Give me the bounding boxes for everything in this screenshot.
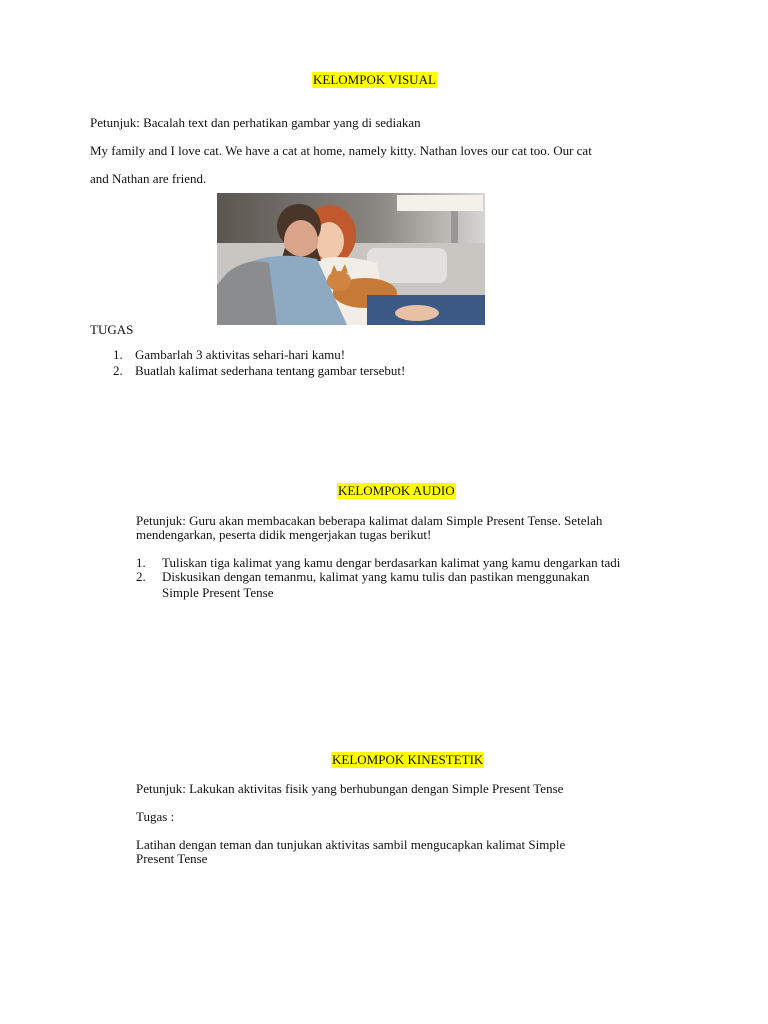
kinestetik-task-line-1: Latihan dengan teman dan tunjukan aktivitas sambil mengucapkan kalimat Simple xyxy=(136,837,566,852)
family-cat-illustration xyxy=(217,193,485,325)
list-item: 2. Buatlah kalimat sederhana tentang gambar tersebut! xyxy=(113,363,406,378)
visual-story-line-1: My family and I love cat. We have a cat at home, namely kitty. Nathan loves our cat too. Our cat xyxy=(90,143,592,158)
list-item: 2. Diskusikan dengan temanmu, kalimat yang kamu tulis dan pastikan menggunakan Simple Present Tense xyxy=(136,569,590,600)
audio-instruction-line-1: Petunjuk: Guru akan membacakan beberapa kalimat dalam Simple Present Tense. Setelah xyxy=(136,513,603,528)
audio-instruction-line-2: mendengarkan, peserta didik mengerjakan tugas berikut! xyxy=(136,527,432,542)
audio-heading: KELOMPOK AUDIO xyxy=(338,483,455,498)
kinestetik-instruction: Petunjuk: Lakukan aktivitas fisik yang berhubungan dengan Simple Present Tense xyxy=(136,781,564,796)
visual-instruction: Petunjuk: Bacalah text dan perhatikan gambar yang di sediakan xyxy=(90,115,421,130)
visual-story-line-2: and Nathan are friend. xyxy=(90,171,207,186)
list-item: 1. Gambarlah 3 aktivitas sehari-hari kamu! xyxy=(113,347,346,362)
family-cat-photo xyxy=(217,193,485,325)
list-item: 1. Tuliskan tiga kalimat yang kamu dengar berdasarkan kalimat yang kamu dengarkan tadi xyxy=(136,555,621,570)
visual-heading: KELOMPOK VISUAL xyxy=(313,72,436,87)
kinestetik-task-line-2: Present Tense xyxy=(136,851,208,866)
visual-tasks-label: TUGAS xyxy=(90,322,134,337)
kinestetik-heading: KELOMPOK KINESTETIK xyxy=(332,752,484,767)
kinestetik-tasks-label: Tugas : xyxy=(136,809,175,824)
